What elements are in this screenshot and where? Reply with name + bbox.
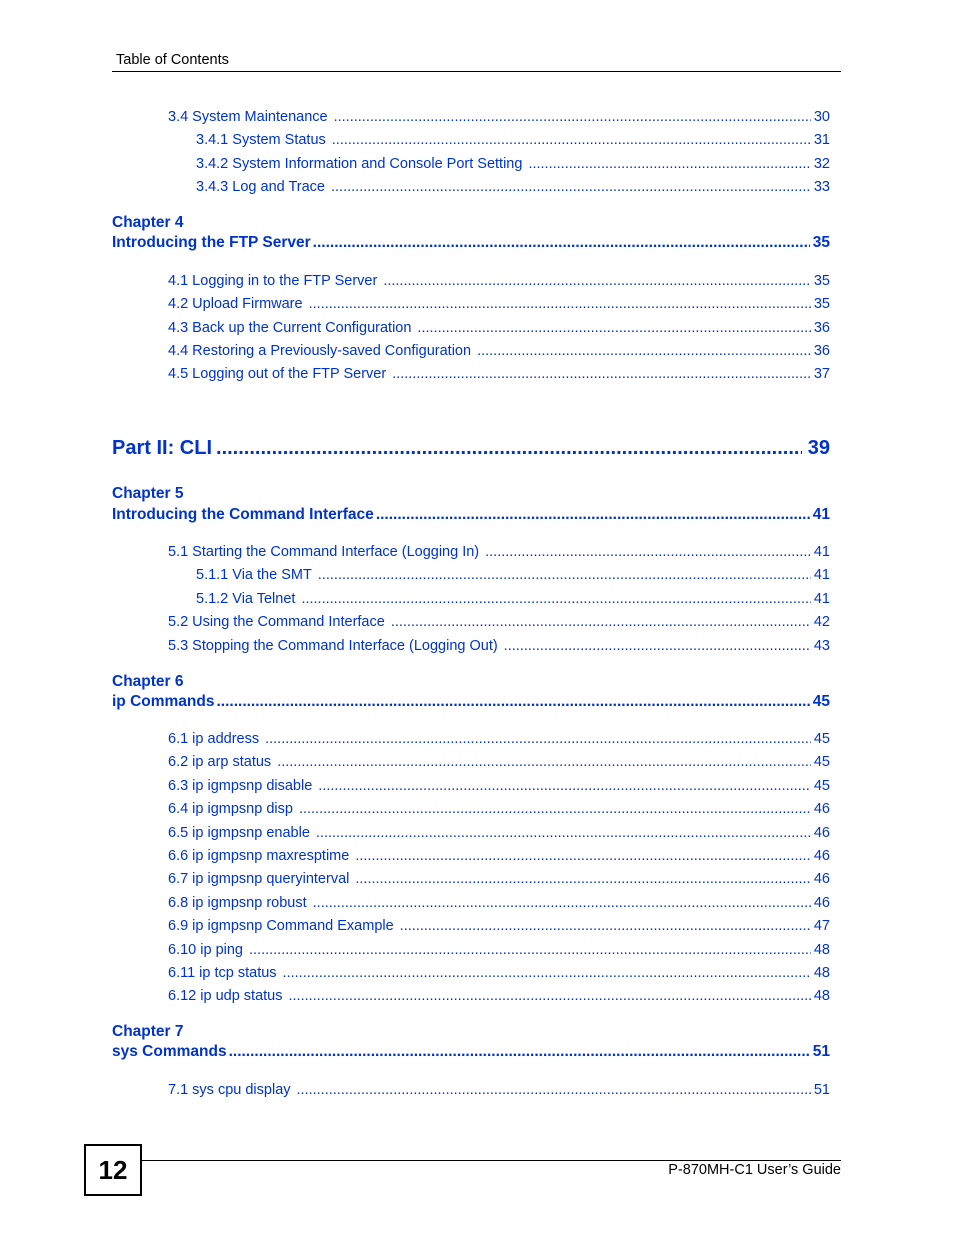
toc-entry-page: 46: [813, 825, 830, 841]
toc-entry-page: 36: [813, 320, 830, 336]
dot-leader: [504, 637, 811, 655]
dot-leader: [485, 543, 811, 561]
dot-leader: [318, 566, 811, 584]
toc-entry-page: 41: [812, 506, 830, 523]
toc-entry-page: 45: [813, 754, 830, 770]
dot-leader: [376, 506, 810, 524]
toc-entry-label: 6.2 ip arp status: [168, 754, 272, 770]
dot-leader: [400, 917, 811, 935]
toc-entry-4-4[interactable]: [168, 342, 830, 360]
toc-entry-label: 5.1.2 Via Telnet: [196, 591, 296, 607]
toc-part-title: Part II: CLI: [112, 437, 213, 459]
toc-entry-3-4-1[interactable]: [196, 131, 830, 149]
dot-leader: [316, 824, 811, 842]
toc-entry-6-11[interactable]: [168, 964, 830, 982]
dot-leader: [249, 941, 811, 959]
toc-entry-page: 31: [813, 132, 830, 148]
toc-entry-label: 6.4 ip igmpsnp disp: [168, 801, 293, 817]
toc-entry-label: 6.1 ip address: [168, 731, 260, 747]
dot-leader: [355, 847, 811, 865]
dot-leader: [216, 693, 809, 711]
toc-entry-label: 6.3 ip igmpsnp disable: [168, 778, 313, 794]
toc-entry-page: 45: [813, 778, 830, 794]
toc-entry-label: 3.4.3 Log and Trace: [196, 179, 325, 195]
dot-leader: [334, 108, 811, 126]
toc-entry-label: 6.12 ip udp status: [168, 988, 283, 1004]
toc-entry-label: 6.10 ip ping: [168, 942, 243, 958]
toc-entry-page: 46: [813, 871, 830, 887]
toc-entry-label: 6.7 ip igmpsnp queryinterval: [168, 871, 350, 887]
running-header: Table of Contents: [116, 52, 229, 68]
toc-entry-label: 4.2 Upload Firmware: [168, 296, 303, 312]
toc-entry-6-7[interactable]: [168, 870, 830, 888]
toc-chapter-6[interactable]: [112, 693, 830, 711]
toc-entry-5-2[interactable]: [168, 613, 830, 631]
toc-entry-6-9[interactable]: [168, 917, 830, 935]
toc-entry-label: 4.3 Back up the Current Configuration: [168, 320, 412, 336]
toc-entry-label: 6.8 ip igmpsnp robust: [168, 895, 307, 911]
toc-entry-label: 6.6 ip igmpsnp maxresptime: [168, 848, 350, 864]
toc-entry-page: 47: [813, 918, 830, 934]
toc-entry-label: 3.4.1 System Status: [196, 132, 326, 148]
dot-leader: [355, 870, 811, 888]
dot-leader: [297, 1081, 811, 1099]
toc-entry-page: 43: [813, 638, 830, 654]
toc-entry-3-4-3[interactable]: [196, 178, 830, 196]
toc-entry-page: 35: [812, 234, 830, 251]
toc-chapter-title: sys Commands: [112, 1043, 227, 1060]
chapter-6-label[interactable]: Chapter 6: [112, 673, 184, 690]
toc-entry-page: 30: [813, 109, 830, 125]
dot-leader: [417, 319, 810, 337]
toc-entry-label: 3.4 System Maintenance: [168, 109, 328, 125]
toc-entry-label: 6.5 ip igmpsnp enable: [168, 825, 310, 841]
toc-entry-5-1-1[interactable]: [196, 566, 830, 584]
dot-leader: [391, 613, 811, 631]
dot-leader: [383, 272, 811, 290]
toc-entry-page: 48: [813, 965, 830, 981]
page-number-box: [84, 1144, 142, 1196]
chapter-7-label[interactable]: Chapter 7: [112, 1023, 184, 1040]
dot-leader: [277, 753, 811, 771]
toc-entry-label: 5.3 Stopping the Command Interface (Logging Out): [168, 638, 498, 654]
dot-leader: [528, 155, 810, 173]
toc-entry-page: 45: [813, 731, 830, 747]
toc-entry-label: 5.1.1 Via the SMT: [196, 567, 312, 583]
dot-leader: [331, 178, 811, 196]
toc-entry-6-5[interactable]: [168, 824, 830, 842]
toc-entry-7-1[interactable]: [168, 1081, 830, 1099]
dot-leader: [477, 342, 811, 360]
toc-entry-6-3[interactable]: [168, 777, 830, 795]
toc-entry-page: 35: [813, 296, 830, 312]
toc-entry-page: 41: [813, 591, 830, 607]
toc-entry-page: 48: [813, 942, 830, 958]
toc-entry-6-12[interactable]: [168, 987, 830, 1005]
toc-entry-4-3[interactable]: [168, 319, 830, 337]
dot-leader: [216, 436, 802, 460]
footer-guide-title: P-870MH-C1 User’s Guide: [668, 1162, 841, 1178]
toc-entry-label: 5.1 Starting the Command Interface (Logging In): [168, 544, 480, 560]
dot-leader: [288, 987, 810, 1005]
toc-entry-label: 5.2 Using the Command Interface: [168, 614, 385, 630]
toc-entry-6-10[interactable]: [168, 941, 830, 959]
page-number: 12: [98, 1154, 128, 1185]
dot-leader: [229, 1043, 810, 1061]
toc-entry-page: 37: [813, 366, 830, 382]
toc-entry-label: 4.5 Logging out of the FTP Server: [168, 366, 387, 382]
dot-leader: [313, 234, 810, 252]
toc-entry-5-3[interactable]: [168, 637, 830, 655]
toc-entry-page: 46: [813, 895, 830, 911]
toc-entry-page: 42: [813, 614, 830, 630]
toc-entry-3-4-2[interactable]: [196, 155, 830, 173]
dot-leader: [332, 131, 811, 149]
dot-leader: [283, 964, 811, 982]
toc-entry-3-4[interactable]: [168, 108, 830, 126]
toc-entry-5-1[interactable]: [168, 543, 830, 561]
dot-leader: [313, 894, 811, 912]
toc-entry-page: 51: [812, 1043, 830, 1060]
dot-leader: [301, 590, 810, 608]
toc-entry-label: 6.9 ip igmpsnp Command Example: [168, 918, 394, 934]
toc-entry-5-1-2[interactable]: [196, 590, 830, 608]
toc-entry-page: 41: [813, 567, 830, 583]
toc-entry-4-1[interactable]: [168, 272, 830, 290]
footer-divider: [140, 1160, 841, 1161]
toc-entry-page: 32: [813, 156, 830, 172]
toc-entry-page: 46: [813, 801, 830, 817]
chapter-5-label[interactable]: Chapter 5: [112, 485, 184, 502]
dot-leader: [299, 800, 811, 818]
toc-part-2[interactable]: [112, 436, 830, 460]
toc-entry-page: 35: [813, 273, 830, 289]
toc-entry-6-2[interactable]: [168, 753, 830, 771]
toc-entry-label: 4.4 Restoring a Previously-saved Configuration: [168, 343, 472, 359]
toc-chapter-title: Introducing the Command Interface: [112, 506, 374, 523]
dot-leader: [265, 730, 811, 748]
toc-entry-page: 33: [813, 179, 830, 195]
dot-leader: [318, 777, 811, 795]
toc-entry-6-1[interactable]: [168, 730, 830, 748]
dot-leader: [392, 365, 811, 383]
toc-entry-page: 36: [813, 343, 830, 359]
toc-entry-label: 6.11 ip tcp status: [168, 965, 277, 981]
toc-entry-4-5[interactable]: [168, 365, 830, 383]
toc-entry-label: 4.1 Logging in to the FTP Server: [168, 273, 378, 289]
header-divider: [112, 71, 841, 72]
toc-entry-page: 48: [813, 988, 830, 1004]
toc-chapter-title: Introducing the FTP Server: [112, 234, 311, 251]
toc-chapter-title: ip Commands: [112, 693, 215, 710]
toc-entry-label: 3.4.2 System Information and Console Port Setting: [196, 156, 523, 172]
dot-leader: [309, 295, 811, 313]
chapter-4-label[interactable]: Chapter 4: [112, 214, 184, 231]
toc-entry-6-8[interactable]: [168, 894, 830, 912]
toc-entry-page: 41: [813, 544, 830, 560]
toc-entry-page: 45: [812, 693, 830, 710]
toc-chapter-4[interactable]: [112, 234, 830, 252]
toc-chapter-7[interactable]: [112, 1043, 830, 1061]
toc-entry-6-4[interactable]: [168, 800, 830, 818]
toc-chapter-5[interactable]: [112, 506, 830, 524]
toc-entry-4-2[interactable]: [168, 295, 830, 313]
toc-entry-page: 39: [807, 437, 830, 459]
toc-entry-label: 7.1 sys cpu display: [168, 1082, 291, 1098]
toc-entry-page: 46: [813, 848, 830, 864]
toc-entry-6-6[interactable]: [168, 847, 830, 865]
toc-entry-page: 51: [813, 1082, 830, 1098]
